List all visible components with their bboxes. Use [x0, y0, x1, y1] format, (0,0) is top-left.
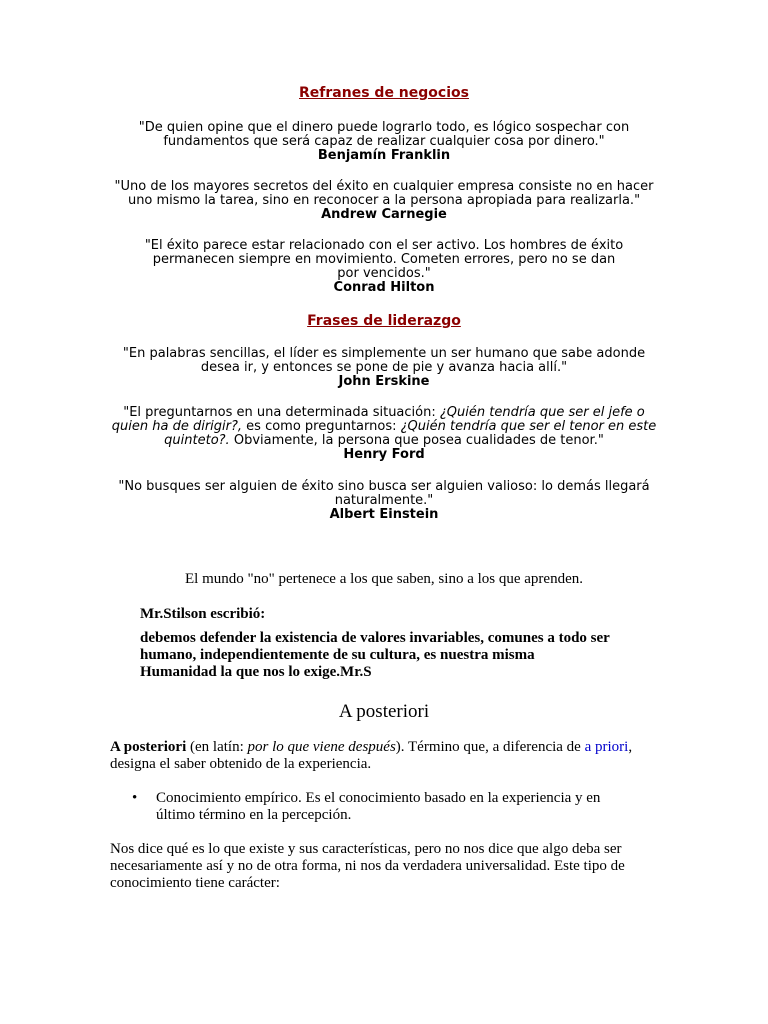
quote-author: Conrad Hilton: [333, 280, 435, 295]
stilson-line-1: debemos defender la existencia de valores invariables, comunes a todo ser: [140, 630, 610, 646]
paragraph-text: ). Término que, a diferencia de: [395, 739, 585, 755]
quote-author: Andrew Carnegie: [321, 207, 447, 222]
paragraph-text: (en latín:: [186, 739, 248, 755]
stilson-line-3: Humanidad la que nos lo exige.Mr.S: [140, 664, 372, 680]
quote-text: [109, 406, 659, 448]
quote-text: "En palabras sencillas, el líder es simplemente un ser humano que sabe adonde desea ir, y entonces se pone de pie y avanza hacia allí.": [122, 346, 646, 375]
quote-text: "De quien opine que el dinero puede lograrlo todo, es lógico sospechar con fundamentos que será capaz de realizar cualquier cosa por dinero.": [138, 120, 630, 149]
quote-text-part: es como preguntarnos:: [242, 419, 401, 434]
quote-text: "No busques ser alguien de éxito sino busca ser alguien valioso: lo demás llegará naturalmente.": [118, 479, 650, 508]
list-item: [110, 790, 630, 824]
quote-text-italic: ¿Quién tendría que ser el tenor en este quinteto?.: [164, 419, 657, 448]
quote-franklin: [114, 121, 654, 163]
term-a-posteriori: A posteriori: [110, 739, 187, 755]
quote-text-part: Obviamente, la persona que posea cualidades de tenor.": [229, 433, 604, 448]
list-item-text: Conocimiento empírico. Es el conocimiento basado en la experiencia y en último término en la percepción.: [156, 790, 601, 823]
quote-author: John Erskine: [338, 374, 430, 389]
quote-author: Benjamín Franklin: [317, 148, 451, 163]
stilson-line-2: humano, independientemente de su cultura, es nuestra misma: [140, 647, 535, 663]
quote-carnegie: [114, 180, 654, 222]
mundo-sentence: El mundo "no" pertenece a los que saben, sino a los que aprenden.: [185, 571, 583, 587]
stilson-heading: Mr.Stilson escribió:: [140, 606, 266, 622]
quote-text: "Uno de los mayores secretos del éxito en cualquier empresa consiste no en hacer uno mismo la tarea, sino en reconocer a la persona apropiada para realizarla.": [114, 179, 654, 208]
section-title-refranes: Refranes de negocios: [299, 85, 469, 101]
quote-text-italic: ¿Quién tendría que ser el jefe o quien ha de dirigir?,: [111, 405, 645, 434]
paragraph-definition: [110, 739, 670, 773]
quote-text: "El éxito parece estar relacionado con el ser activo. Los hombres de éxito permanecen siempre en movimiento. Cometen errores, pero no se dan por vencidos.": [144, 238, 624, 281]
section-title-liderazgo: Frases de liderazgo: [307, 313, 461, 329]
quote-hilton: [144, 239, 624, 295]
quote-author: Albert Einstein: [329, 507, 439, 522]
quote-ford: [109, 406, 659, 462]
heading-a-posteriori: A posteriori: [338, 701, 430, 722]
quote-erskine: [114, 347, 654, 389]
paragraph-characteristics: Nos dice qué es lo que existe y sus características, pero no nos dice que algo deba ser necesariamente así y no de otra forma, ni nos da verdadera universalidad. Este tipo de conocimiento tiene carácter:: [110, 841, 625, 891]
bullet-icon: •: [132, 790, 138, 806]
quote-author: Henry Ford: [343, 447, 425, 462]
paragraph-italic: por lo que viene después: [247, 739, 396, 755]
quote-text-part: "El preguntarnos en una determinada situación:: [123, 405, 440, 420]
quote-einstein: [109, 480, 659, 522]
bullet-list: [110, 790, 630, 824]
paragraph-text: , designa el saber obtenido de la experiencia.: [110, 739, 633, 772]
link-a-priori[interactable]: a priori: [584, 739, 629, 755]
